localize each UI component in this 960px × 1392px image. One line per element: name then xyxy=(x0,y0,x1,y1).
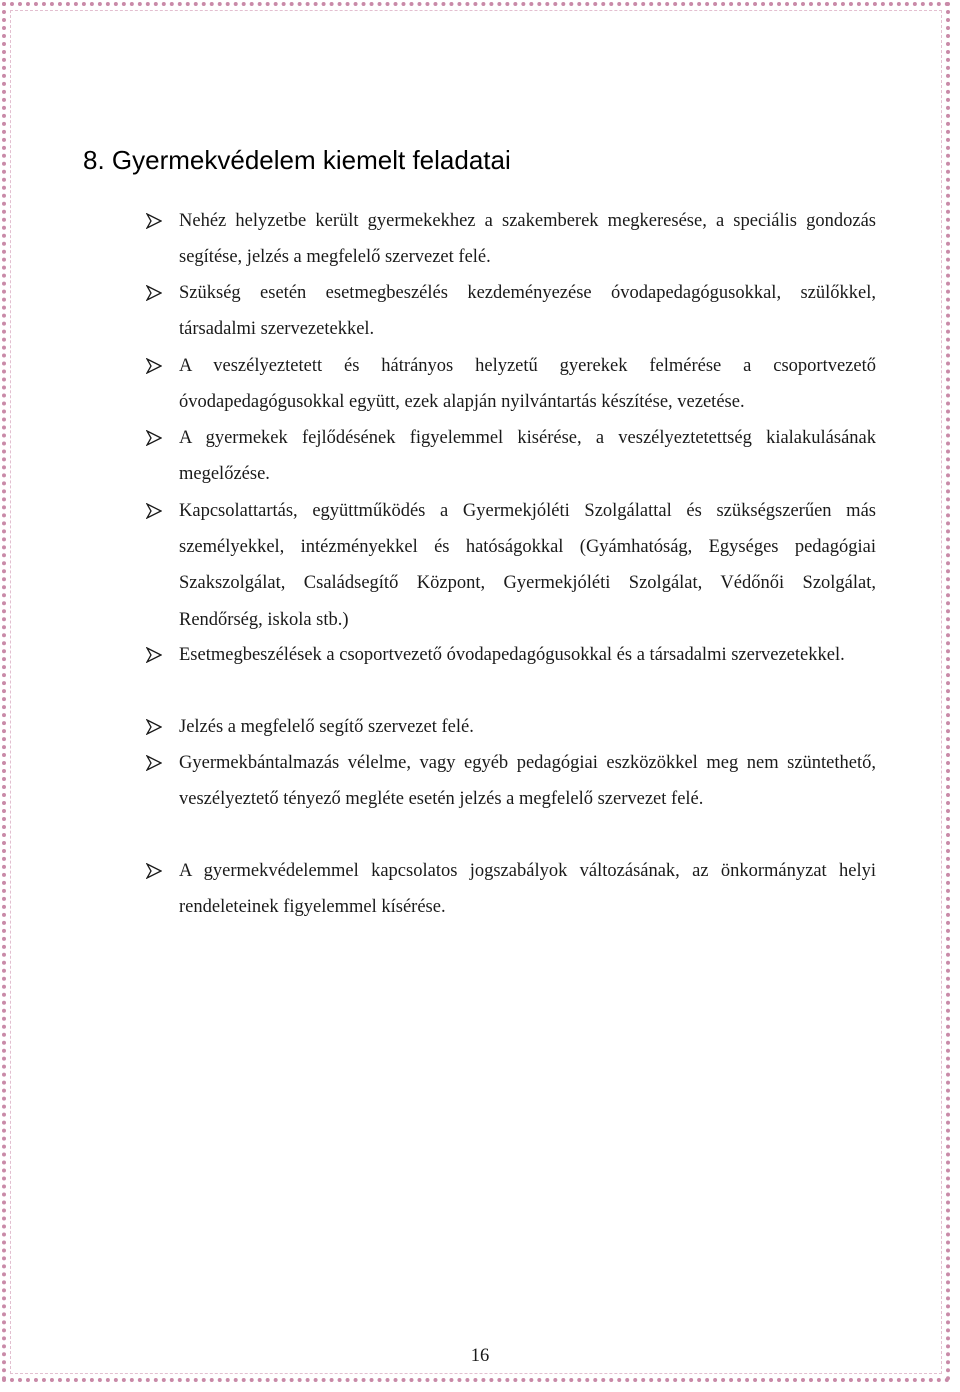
page-number: 16 xyxy=(470,1346,490,1366)
list-item xyxy=(179,203,876,275)
list-item xyxy=(179,853,876,925)
list-item-text: A gyermekek fejlődésének figyelemmel kisérése, a veszélyeztetettség kialakulásának megelőzése. xyxy=(179,428,876,485)
list-item-text: Nehéz helyzetbe került gyermekekhez a szakemberek megkeresése, a speciális gondozás segítése, jelzés a megfelelő szervezet felé. xyxy=(179,211,876,268)
arrowhead-bullet-icon xyxy=(146,863,162,879)
arrowhead-bullet-icon xyxy=(146,285,162,301)
list-item xyxy=(179,348,876,420)
list-item xyxy=(179,745,876,817)
list-item-text: Jelzés a megfelelő segítő szervezet felé. xyxy=(179,717,474,737)
arrowhead-bullet-icon xyxy=(146,719,162,735)
list-item xyxy=(179,420,876,492)
list-item-text: Szükség esetén esetmegbeszélés kezdeményezése óvodapedagógusokkal, szülőkkel, társadalmi szervezetekkel. xyxy=(179,283,876,340)
arrowhead-bullet-icon xyxy=(146,503,162,519)
list-item xyxy=(179,637,876,673)
arrowhead-bullet-icon xyxy=(146,647,162,663)
section-heading: 8. Gyermekvédelem kiemelt feladatai xyxy=(83,145,511,175)
list-item xyxy=(179,709,876,745)
list-item-text: Gyermekbántalmazás vélelme, vagy egyéb pedagógiai eszközökkel meg nem szüntethető, veszélyeztető tényező megléte esetén jelzés a megfelelő szervezet felé. xyxy=(179,753,876,810)
arrowhead-bullet-icon xyxy=(146,358,162,374)
arrowhead-bullet-icon xyxy=(146,755,162,771)
list-item-text: Esetmegbeszélések a csoportvezető óvodapedagógusokkal és a társadalmi szervezetekkel. xyxy=(179,645,845,665)
arrowhead-bullet-icon xyxy=(146,430,162,446)
list-item xyxy=(179,275,876,347)
list-item xyxy=(179,493,876,638)
arrowhead-bullet-icon xyxy=(146,213,162,229)
list-item-text: Kapcsolattartás, együttműködés a Gyermekjóléti Szolgálattal és szükségszerűen más személyekkel, intézményekkel és hatóságokkal (Gyámhatóság, Egységes pedagógiai Szakszolgálat, Családsegítő Központ, Gyermekjóléti Szolgálat, Védőnői Szolgálat, Rendőrség, iskola stb.) xyxy=(179,501,876,630)
list-item-text: A gyermekvédelemmel kapcsolatos jogszabályok változásának, az önkormányzat helyi rendeleteinek figyelemmel kísérése. xyxy=(179,861,876,918)
list-item-text: A veszélyeztetett és hátrányos helyzetű gyerekek felmérése a csoportvezető óvodapedagógusokkal együtt, ezek alapján nyilvántartás készítése, vezetése. xyxy=(179,356,876,413)
